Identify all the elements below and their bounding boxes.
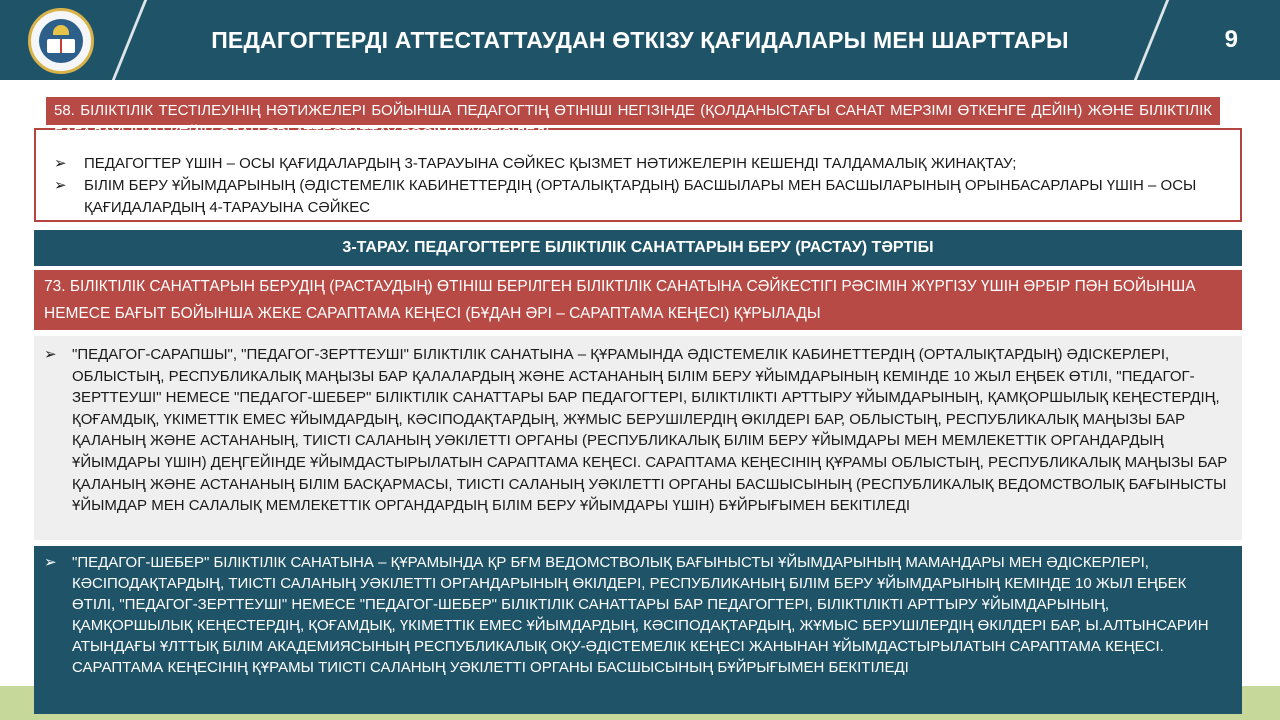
page-number: 9 xyxy=(1224,26,1238,53)
list-item xyxy=(54,153,1234,175)
header-divider xyxy=(112,0,147,80)
bullet-arrow-icon: ➢ xyxy=(44,554,57,571)
bullet-arrow-icon: ➢ xyxy=(54,155,67,172)
slide-header xyxy=(0,0,1280,80)
paragraph1-panel xyxy=(34,336,1242,540)
list-item-text: ПЕДАГОГТЕР ҮШІН – ОСЫ ҚАҒИДАЛАРДЫҢ 3-ТАРАУЫНА СӘЙКЕС ҚЫЗМЕТ НӘТИЖЕЛЕРІН КЕШЕНДІ ТАЛДАМАЛЫҚ ЖИНАҚТАУ; xyxy=(84,155,1017,172)
slide-title: ПЕДАГОГТЕРДІ АТТЕСТАТТАУДАН ӨТКІЗУ ҚАҒИДАЛАРЫ МЕН ШАРТТАРЫ xyxy=(211,26,1069,53)
list-item xyxy=(54,175,1234,219)
ministry-logo-icon xyxy=(28,8,94,74)
paragraph2-text: "ПЕДАГОГ-ШЕБЕР" БІЛІКТІЛІК САНАТЫНА – ҚҰРАМЫНДА ҚР БҒМ ВЕДОМСТВОЛЫҚ БАҒЫНЫСТЫ ҰЙЫМДАРЫНЫҢ МАМАНДАРЫ МЕН ӘДІСКЕРЛЕРІ, КӘСІПОДАҚТАРДЫҢ, ТИІСТІ САЛАНЫҢ УӘКІЛЕТТІ ОРГАНДАРЫНЫҢ ӨКІЛДЕРІ, РЕСПУБЛИКАНЫҢ БІЛІМ БЕРУ ҰЙЫМДАРЫНЫҢ КЕМІНДЕ 10 ЖЫЛ ЕҢБЕК ӨТІЛІ, "ПЕДАГОГ-ЗЕРТТЕУШІ" НЕМЕСЕ "ПЕДАГОГ-ШЕБЕР" БІЛІКТІЛІК САНАТТАРЫ БАР ПЕДАГОГТЕРІ, БІЛІКТІЛІКТІ АРТТЫРУ ҰЙЫМДАРЫНЫҢ, ҚАМҚОРШЫЛЫҚ КЕҢЕСТЕРДІҢ, ҚОҒАМДЫҚ, ҮКІМЕТТІК ЕМЕС ҰЙЫМДАРДЫҢ, КӘСІПОДАҚТАРДЫҢ, ЖҰМЫС БЕРУШІЛЕРДІҢ ӨКІЛДЕРІ БАР, Ы.АЛТЫНСАРИН АТЫНДАҒЫ ҰЛТТЫҚ БІЛІМ АКАДЕМИЯСЫНЫҢ РЕСПУБЛИКАЛЫҚ ОҚУ-ӘДІСТЕМЕЛІК КЕҢЕСІ ЖАНЫНАН ҰЙЫМДАСТЫРЫЛАТЫН САРАПТАМА КЕҢЕСІ. САРАПТАМА КЕҢЕСІНІҢ ҚҰРАМЫ ТИІСТІ САЛАНЫҢ УӘКІЛЕТТІ ОРГАНЫ БАСШЫСЫНЫҢ БҰЙРЫҒЫМЕН БЕКІТІЛЕДІ xyxy=(72,554,1209,676)
paragraph2-panel xyxy=(34,546,1242,714)
chapter3-heading: 3-ТАРАУ. ПЕДАГОГТЕРГЕ БІЛІКТІЛІК САНАТТАРЫН БЕРУ (РАСТАУ) ТӘРТІБІ xyxy=(34,230,1242,266)
bullet-arrow-icon: ➢ xyxy=(54,177,67,194)
header-divider xyxy=(1134,0,1169,80)
paragraph1-text: "ПЕДАГОГ-САРАПШЫ", "ПЕДАГОГ-ЗЕРТТЕУШІ" БІЛІКТІЛІК САНАТЫНА – ҚҰРАМЫНДА ӘДІСТЕМЕЛІК КАБИНЕТТЕРДІҢ (ОРТАЛЫҚТАРДЫҢ) ӘДІСКЕРЛЕРІ, ОБЛЫСТЫҢ, РЕСПУБЛИКАЛЫҚ МАҢЫЗЫ БАР ҚАЛАЛАРДЫҢ ЖӘНЕ АСТАНАНЫҢ БІЛІМ БЕРУ ҰЙЫМДАРЫНЫҢ КЕМІНДЕ 10 ЖЫЛ ЕҢБЕК ӨТІЛІ, "ПЕДАГОГ-ЗЕРТТЕУШІ" НЕМЕСЕ "ПЕДАГОГ-ШЕБЕР" БІЛІКТІЛІК САНАТТАРЫ БАР ПЕДАГОГТЕРІ, БІЛІКТІЛІКТІ АРТТЫРУ ҰЙЫМДАРЫНЫҢ, ҚАМҚОРШЫЛЫҚ КЕҢЕСТЕРДІҢ, ҚОҒАМДЫҚ, ҮКІМЕТТІК ЕМЕС ҰЙЫМДАРДЫҢ, КӘСІПОДАҚТАРДЫҢ, ЖҰМЫС БЕРУШІЛЕРДІҢ ӨКІЛДЕРІ БАР, ОБЛЫСТЫҢ, РЕСПУБЛИКАЛЫҚ МАҢЫЗЫ БАР ҚАЛАНЫҢ ЖӘНЕ АСТАНАНЫҢ, ТИІСТІ САЛАНЫҢ УӘКІЛЕТТІ ОРГАНЫ (РЕСПУБЛИКАЛЫҚ БІЛІМ БЕРУ ҰЙЫМДАРЫ МЕН МЕМЛЕКЕТТІК ОРГАНДАРДЫҢ ҰЙЫМДАРЫ ҮШІН) ДЕҢГЕЙІНДЕ ҰЙЫМДАСТЫРЫЛАТЫН САРАПТАМА КЕҢЕСІ. САРАПТАМА КЕҢЕСІНІҢ ҚҰРАМЫ ОБЛЫСТЫҢ, РЕСПУБЛИКАЛЫҚ МАҢЫЗЫ БАР ҚАЛАНЫҢ ЖӘНЕ АСТАНАНЫҢ БІЛІМ БАСҚАРМАСЫ, ТИІСТІ САЛАНЫҢ УӘКІЛЕТТІ ОРГАНЫ БАСШЫСЫНЫҢ (РЕСПУБЛИКАЛЫҚ ВЕДОМСТВОЛЫҚ БАҒЫНЫСТЫ ҰЙЫМДАР МЕН САЛАЛЫҚ МЕМЛЕКЕТТІК ОРГАНДАРДЫҢ БІЛІМ БЕРУ ҰЙЫМДАРЫ ҮШІН) БҰЙРЫҒЫМЕН БЕКІТІЛЕДІ xyxy=(72,346,1228,515)
bullet-arrow-icon: ➢ xyxy=(44,346,57,363)
section73-text: 73. БІЛІКТІЛІК САНАТТАРЫН БЕРУДІҢ (РАСТАУДЫҢ) ӨТІНІШ БЕРІЛГЕН БІЛІКТІЛІК САНАТЫНА СӘЙКЕСТІГІ РӘСІМІН ЖҮРГІЗУ ҮШІН ӘРБІР ПӘН БОЙЫНША НЕМЕСЕ БАҒЫТ БОЙЫНША ЖЕКЕ САРАПТАМА КЕҢЕСІ (БҰДАН ӘРІ – САРАПТАМА КЕҢЕСІ) ҚҰРЫЛАДЫ xyxy=(34,270,1242,330)
list-item-text: БІЛІМ БЕРУ ҰЙЫМДАРЫНЫҢ (ӘДІСТЕМЕЛІК КАБИНЕТТЕРДІҢ (ОРТАЛЫҚТАРДЫҢ) БАСШЫЛАРЫ МЕН БАСШЫЛАРЫНЫҢ ОРЫНБАСАРЛАРЫ ҮШІН – ОСЫ ҚАҒИДАЛАРДЫҢ 4-ТАРАУЫНА СӘЙКЕС xyxy=(84,177,1197,216)
section58-list xyxy=(54,153,1234,219)
section58-heading: 58. БІЛІКТІЛІК ТЕСТІЛЕУІНІҢ НӘТИЖЕЛЕРІ БОЙЫНША ПЕДАГОГТІҢ ӨТІНІШІ НЕГІЗІНДЕ (ҚОЛДАНЫСТАҒЫ САНАТ МЕРЗІМІ ӨТКЕНГЕ ДЕЙІН) ЖӘНЕ БІЛІКТІЛІК БАҒАЛАУЫНАН КЕЙІН ОДАН ӘРІ АТТЕСТАТТАУ РӘСІМІ ЖҮРГІЗІЛЕДІ: xyxy=(46,97,1220,125)
